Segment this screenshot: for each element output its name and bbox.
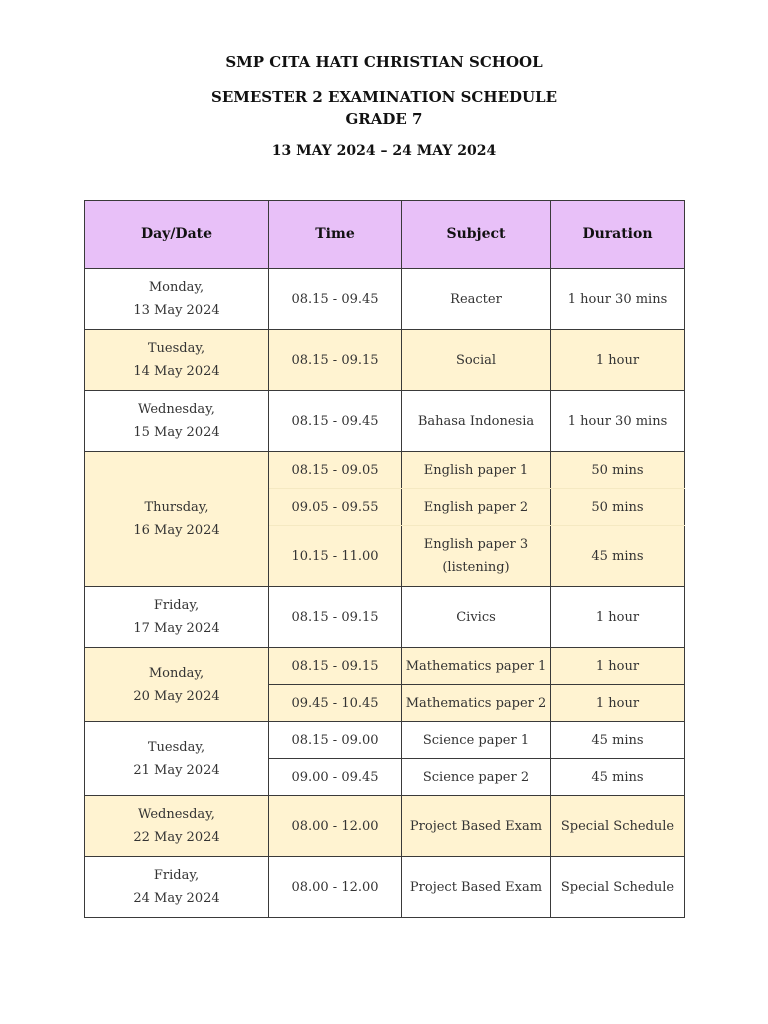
subject-cell: Mathematics paper 2: [402, 685, 551, 722]
subject-cell: Reacter: [402, 269, 551, 330]
col-header-duration: Duration: [551, 201, 685, 269]
duration-cell: 1 hour: [551, 587, 685, 648]
day-date-cell: [85, 648, 269, 722]
date-label: 17 May 2024: [133, 621, 220, 636]
table-row: [85, 648, 685, 685]
date-label: 22 May 2024: [133, 830, 220, 845]
table-row: [85, 857, 685, 918]
school-name: SMP CITA HATI CHRISTIAN SCHOOL: [225, 53, 543, 71]
time-cell: 10.15 - 11.00: [269, 526, 402, 587]
time-cell: 08.15 - 09.00: [269, 722, 402, 759]
day-date-cell: [85, 857, 269, 918]
time-cell: 08.15 - 09.05: [269, 452, 402, 489]
duration-cell: 1 hour: [551, 330, 685, 391]
date-label: 16 May 2024: [133, 523, 220, 538]
day-label: Tuesday,: [147, 739, 206, 755]
day-date-cell: [85, 330, 269, 391]
time-cell: 08.00 - 12.00: [269, 857, 402, 918]
time-cell: 08.15 - 09.15: [269, 648, 402, 685]
subject-cell: Mathematics paper 1: [402, 648, 551, 685]
col-header-day-date: Day/Date: [85, 201, 269, 269]
time-cell: 08.15 - 09.45: [269, 269, 402, 330]
subject-cell: [402, 526, 551, 587]
subject-cell: Social: [402, 330, 551, 391]
grade-label: GRADE 7: [345, 110, 423, 128]
day-label: Wednesday,: [138, 402, 215, 417]
subject-cell: English paper 2: [402, 489, 551, 526]
day-label: Friday,: [153, 868, 200, 883]
subject-cell: Civics: [402, 587, 551, 648]
subject-cell: Project Based Exam: [402, 857, 551, 918]
date-label: 20 May 2024: [133, 688, 220, 704]
table-row: [85, 587, 685, 648]
day-label: Monday,: [148, 665, 205, 681]
table-row: [85, 722, 685, 759]
duration-cell: 1 hour 30 mins: [551, 391, 685, 452]
table-row: [85, 391, 685, 452]
date-range: 13 MAY 2024 – 24 MAY 2024: [271, 143, 497, 159]
table-row: [85, 330, 685, 391]
duration-cell: 45 mins: [551, 759, 685, 796]
subject-cell: Science paper 2: [402, 759, 551, 796]
date-label: 14 May 2024: [133, 364, 220, 379]
date-label: 21 May 2024: [133, 762, 220, 778]
subject-cell: Project Based Exam: [402, 796, 551, 857]
day-label: Thursday,: [144, 500, 209, 515]
day-date-cell: [85, 722, 269, 796]
duration-cell: 50 mins: [551, 489, 685, 526]
duration-cell: 1 hour: [551, 648, 685, 685]
duration-cell: 1 hour 30 mins: [551, 269, 685, 330]
duration-cell: 45 mins: [551, 526, 685, 587]
schedule-title: SEMESTER 2 EXAMINATION SCHEDULE: [210, 88, 558, 106]
table-header-row: [85, 201, 685, 269]
exam-schedule-table: [84, 200, 685, 918]
time-cell: 09.45 - 10.45: [269, 685, 402, 722]
date-label: 24 May 2024: [133, 891, 220, 906]
table-row: [85, 452, 685, 489]
day-date-cell: [85, 796, 269, 857]
subject-cell: English paper 1: [402, 452, 551, 489]
duration-cell: 45 mins: [551, 722, 685, 759]
col-header-subject: Subject: [402, 201, 551, 269]
time-cell: 09.05 - 09.55: [269, 489, 402, 526]
time-cell: 09.00 - 09.45: [269, 759, 402, 796]
duration-cell: 1 hour: [551, 685, 685, 722]
subject-cell: Bahasa Indonesia: [402, 391, 551, 452]
date-label: 13 May 2024: [133, 303, 220, 318]
table-row: [85, 269, 685, 330]
time-cell: 08.15 - 09.15: [269, 330, 402, 391]
subject-note: (listening): [442, 560, 510, 575]
duration-cell: Special Schedule: [551, 796, 685, 857]
time-cell: 08.15 - 09.45: [269, 391, 402, 452]
time-cell: 08.15 - 09.15: [269, 587, 402, 648]
day-date-cell: [85, 391, 269, 452]
subject-cell: Science paper 1: [402, 722, 551, 759]
table-row: [85, 796, 685, 857]
date-label: 15 May 2024: [133, 425, 220, 440]
day-label: Wednesday,: [138, 807, 215, 822]
day-date-cell: [85, 452, 269, 587]
day-date-cell: [85, 269, 269, 330]
day-label: Friday,: [153, 598, 200, 613]
day-date-cell: [85, 587, 269, 648]
day-label: Monday,: [148, 280, 205, 295]
subject-label: English paper 3: [423, 537, 529, 552]
time-cell: 08.00 - 12.00: [269, 796, 402, 857]
duration-cell: Special Schedule: [551, 857, 685, 918]
day-label: Tuesday,: [147, 341, 206, 356]
duration-cell: 50 mins: [551, 452, 685, 489]
col-header-time: Time: [269, 201, 402, 269]
